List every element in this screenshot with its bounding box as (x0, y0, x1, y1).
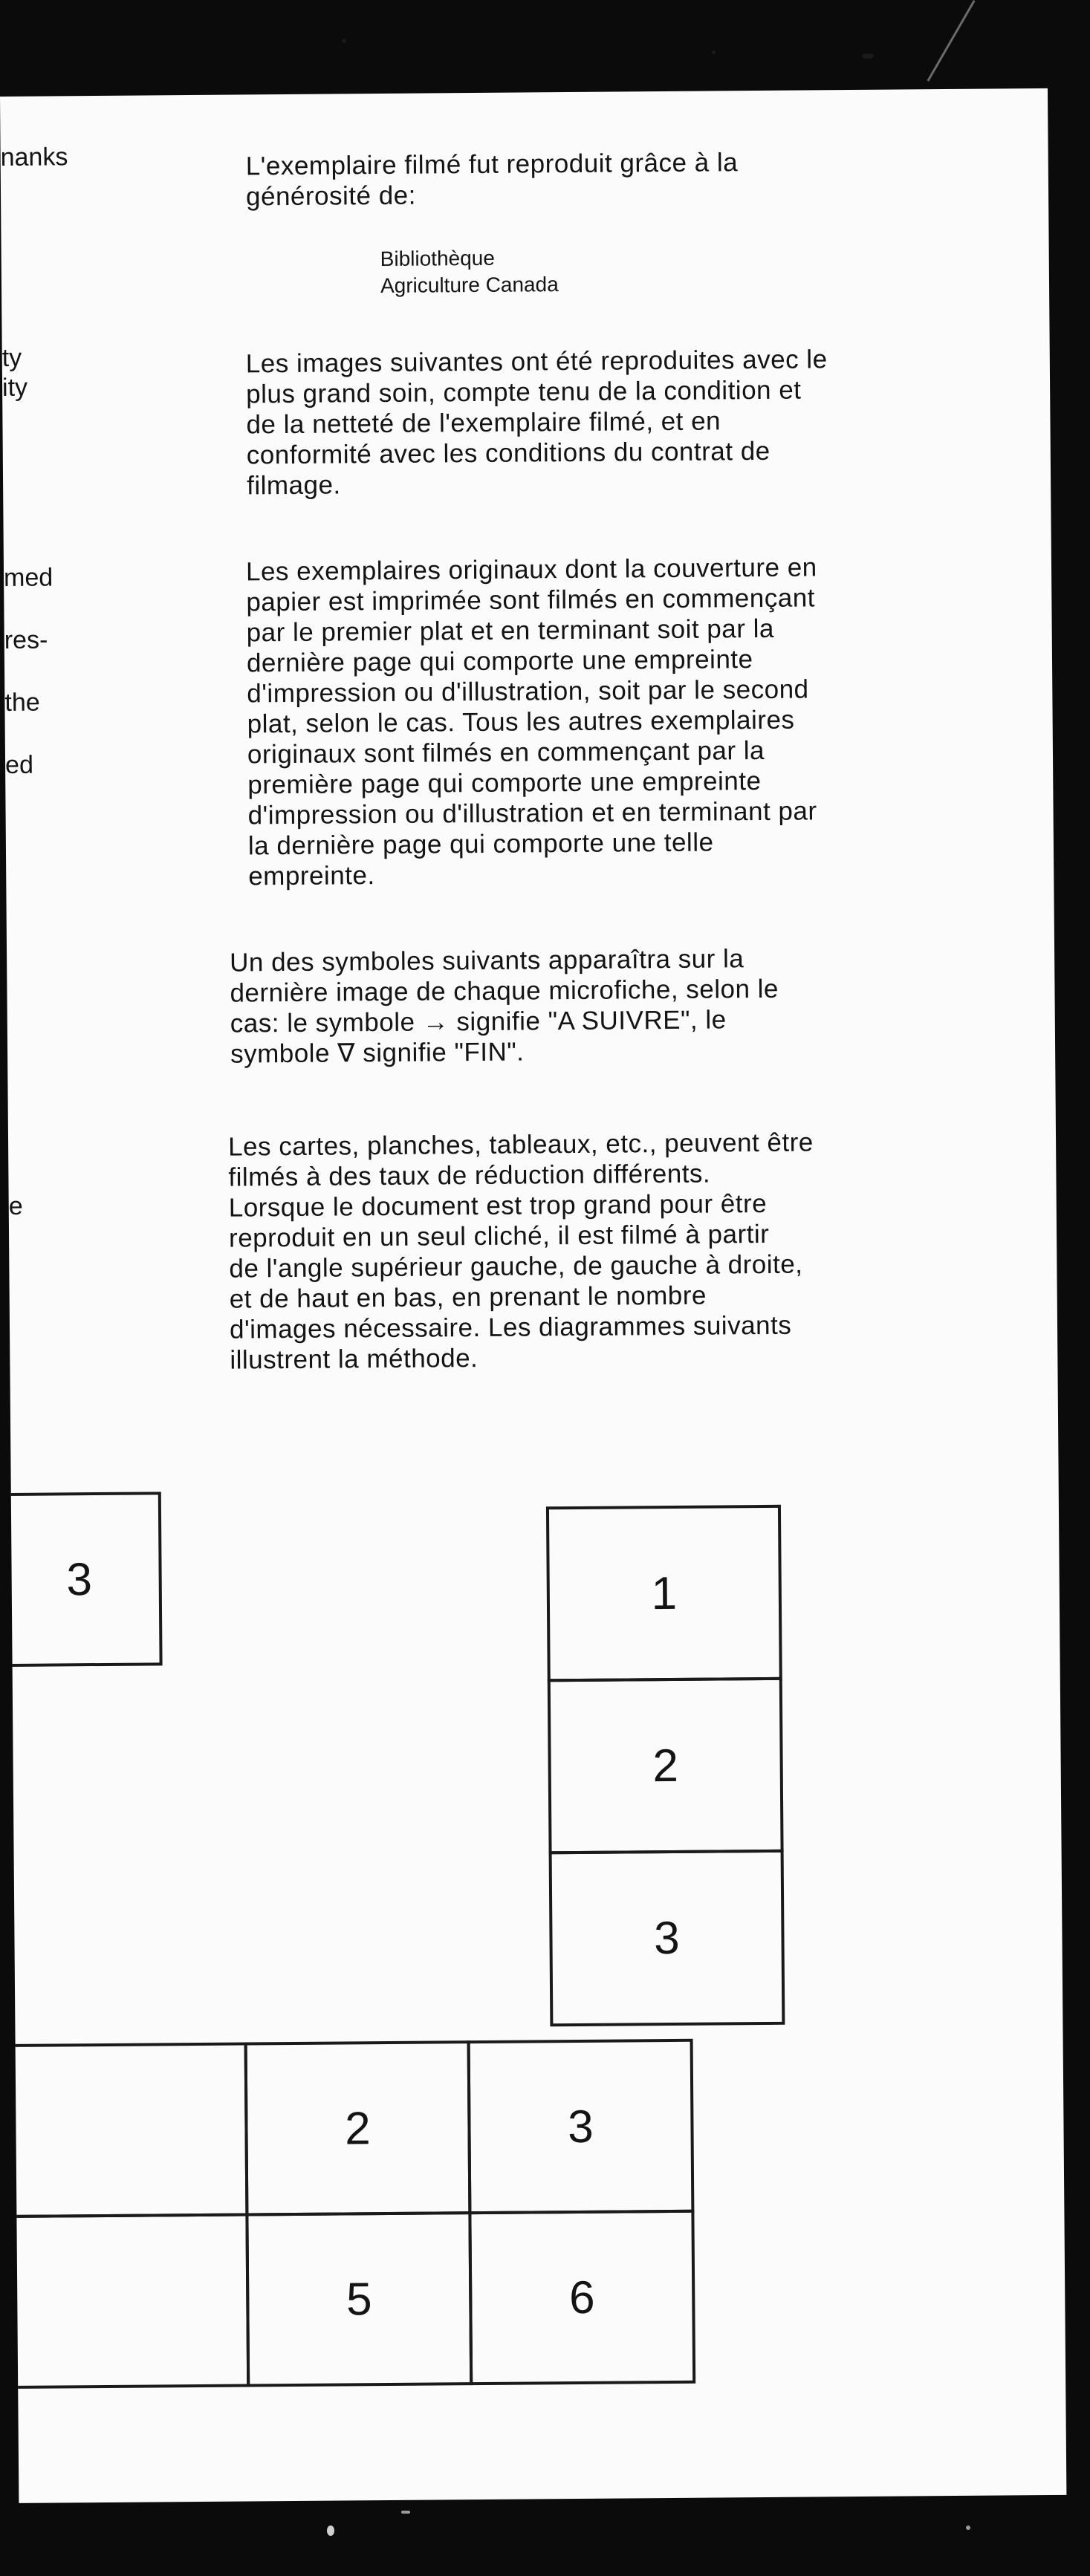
paragraph-line: symbole ∇ signifie "FIN". (230, 1037, 525, 1069)
film-speck (327, 2525, 334, 2536)
film-speck (342, 39, 346, 43)
paragraph-line: dernière page qui comporte une empreinte (246, 645, 753, 678)
film-speck (401, 2511, 410, 2514)
diagram-cell: 3 (467, 2039, 695, 2214)
paragraph-line: Lorsque le document est trop grand pour être (228, 1188, 768, 1223)
diagram-cell: 3 (0, 1492, 163, 1667)
paragraph-line: originaux sont filmés en commençant par la (247, 735, 765, 770)
paragraph-line: Les images suivantes ont été reproduites avec le (245, 345, 828, 379)
left-fragment: e (8, 1191, 23, 1220)
credit-line: Bibliothèque (380, 246, 495, 270)
paragraph-line: d'impression ou d'illustration, soit par le second (247, 674, 809, 709)
left-fragment: med (3, 563, 53, 592)
paragraph-line: filmage. (246, 470, 341, 501)
diagram-cell-cropped (1, 2213, 250, 2389)
paragraph-line: de la netteté de l'exemplaire filmé, et en (246, 406, 721, 440)
diagram-cell: 1 (546, 1505, 782, 1682)
diagram-cell: 2 (244, 2040, 472, 2216)
paragraph-line: Les exemplaires originaux dont la couverture en (245, 553, 817, 587)
paragraph-line: Les cartes, planches, tableaux, etc., peuvent être (227, 1128, 814, 1162)
paragraph-line: la dernière page qui comporte une telle (247, 827, 714, 861)
film-scratch (927, 0, 976, 82)
diagram-cell: 6 (468, 2210, 695, 2385)
paragraph-line: par le premier plat et en terminant soit par la (246, 614, 775, 648)
paragraph-line: et de haut en bas, en prenant le nombre (229, 1281, 707, 1314)
paragraph-line: conformité avec les conditions du contrat de (246, 436, 771, 470)
document-page (0, 88, 1066, 2503)
paragraph-line: Un des symboles suivants apparaîtra sur la (230, 944, 744, 978)
paragraph-line: filmés à des taux de réduction différents. (228, 1159, 711, 1192)
paragraph-line: illustrent la méthode. (230, 1344, 479, 1375)
film-speck (712, 51, 716, 54)
film-speck (862, 53, 874, 59)
left-fragment: ed (4, 750, 34, 779)
credit-line: Agriculture Canada (380, 273, 559, 297)
diagram-cell: 3 (549, 1850, 785, 2026)
paragraph-line: d'images nécessaire. Les diagrammes suivants (229, 1310, 792, 1344)
paragraph-line: première page qui comporte une empreinte (247, 766, 762, 800)
paragraph-line: reproduit en un seul cliché, il est filmé à partir (228, 1219, 770, 1253)
diagram-cell: 5 (245, 2211, 473, 2387)
left-fragment: the (4, 688, 40, 717)
paragraph-line: dernière image de chaque microfiche, selon le (230, 974, 779, 1008)
diagram-cell-cropped (1, 2042, 249, 2218)
paragraph-line: d'impression ou d'illustration et en terminant par (247, 796, 817, 830)
left-fragment: nanks (0, 143, 68, 172)
film-speck (966, 2525, 970, 2530)
paragraph-line: plat, selon le cas. Tous les autres exemplaires (247, 705, 795, 739)
intro-line: L'exemplaire filmé fut reproduit grâce à la (245, 148, 739, 181)
left-fragment: ity (1, 373, 28, 402)
left-fragment: ty (1, 343, 22, 372)
paragraph-line: plus grand soin, compte tenu de la condition et (246, 375, 802, 409)
paragraph-line: papier est imprimée sont filmés en commençant (246, 583, 816, 617)
paragraph-line: de l'angle supérieur gauche, de gauche à droite, (229, 1249, 803, 1284)
paragraph-line: cas: le symbole → signifie "A SUIVRE", le (230, 1005, 727, 1038)
intro-line: générosité de: (245, 180, 417, 212)
paragraph-line: empreinte. (248, 861, 375, 891)
left-fragment: res- (4, 625, 48, 654)
diagram-cell: 2 (548, 1677, 784, 1854)
